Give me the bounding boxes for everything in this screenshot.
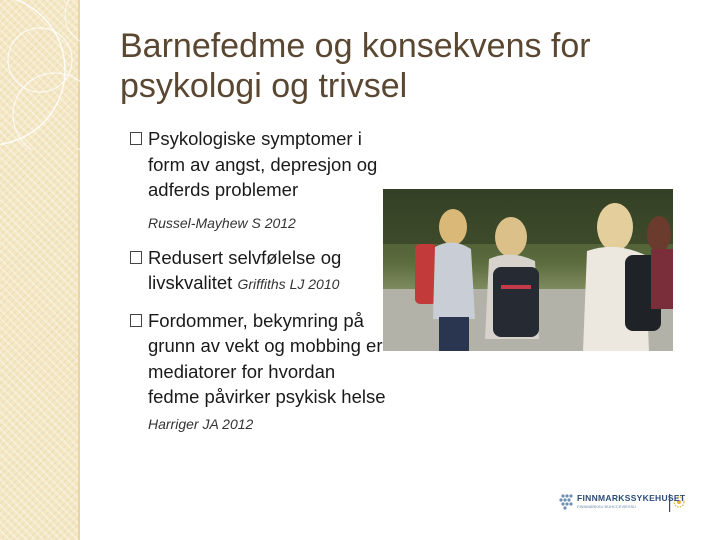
bullet-item-reduced-self-esteem (130, 245, 390, 298)
citation-griffiths: Griffiths LJ 2010 (237, 276, 340, 292)
bullet-text: Redusert selvfølelse og livskvalitet (148, 246, 342, 293)
bullet-box-icon (130, 251, 142, 264)
citation-russel-mayhew: Russel-Mayhew S 2012 (148, 214, 296, 231)
finnmarkssykehuset-logo (557, 488, 692, 518)
decorative-swirl-graphic (0, 0, 130, 150)
bullet-text: Fordommer, bekymring på grunn av vekt og mobbing er mediatorer for hvordan fedme påvirker psykisk helse (148, 309, 386, 407)
bullet-box-icon (130, 132, 142, 145)
bullet-list (130, 126, 390, 446)
bullet-item-psychological-symptoms (130, 126, 390, 203)
photo-schoolgirls-with-backpacks (383, 189, 673, 351)
slide-title (120, 26, 700, 106)
bullet-item-prejudice-bullying (130, 308, 390, 410)
bullet-box-icon (130, 314, 142, 327)
bullet-text: Psykologiske symptomer i form av angst, depresjon og adferds problemer (148, 128, 378, 200)
slide-title-line-2: psykologi og trivsel (120, 67, 408, 105)
logo-name: FINNMARKSSYKEHUSET (577, 493, 686, 503)
logo-tagline: FINNMÁRKKU BUHCCEVIESSU (577, 504, 637, 509)
citation-harriger: Harriger JA 2012 (148, 415, 254, 432)
slide-title-line-1: Barnefedme og konsekvens for (120, 27, 591, 65)
